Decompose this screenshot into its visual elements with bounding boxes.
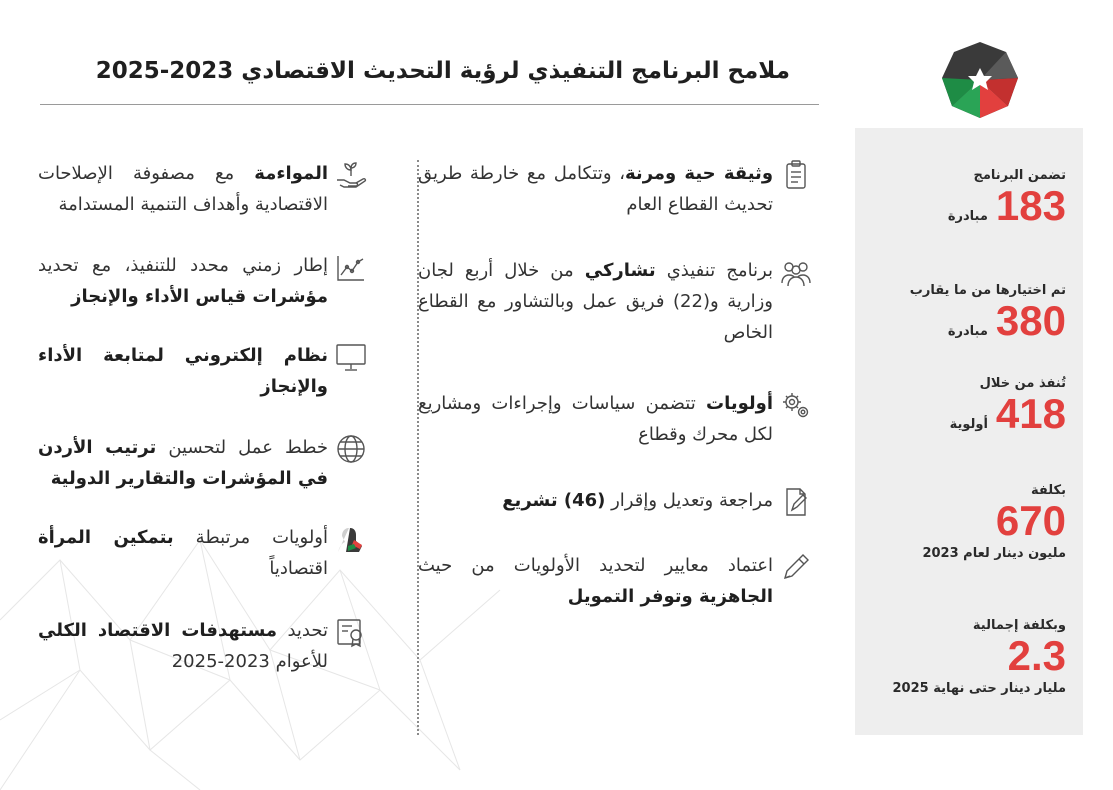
woman-icon [334, 522, 368, 556]
stat-selected-from [910, 283, 1066, 342]
gears-icon [779, 388, 813, 422]
stat-label: تضمن البرنامج [973, 168, 1066, 183]
hand-plant-icon [334, 158, 368, 192]
people-icon [779, 255, 813, 289]
trend-chart-icon [334, 250, 368, 284]
page-title: ملامح البرنامج التنفيذي لرؤية التحديث الاقتصادي 2023-2025 [95, 58, 790, 84]
feature-alignment [38, 158, 368, 220]
certificate-icon [334, 615, 368, 649]
feature-legislation [418, 485, 813, 519]
stat-sub: مليار دينار حتى نهاية 2025 [892, 681, 1066, 696]
logo-icon [940, 40, 1020, 120]
feature-text: وثيقة حية ومرنة، وتتكامل مع خارطة طريق تحديث القطاع العام [418, 163, 774, 215]
title-divider [40, 104, 819, 105]
feature-participatory [418, 255, 813, 348]
feature-text: إطار زمني محدد للتنفيذ، مع تحديد مؤشرات قياس الأداء والإنجاز [38, 255, 328, 307]
feature-text: مراجعة وتعديل وإقرار (46) تشريع [502, 490, 773, 511]
feature-text: نظام إلكتروني لمتابعة الأداء والإنجاز [38, 345, 328, 397]
feature-electronic-system [38, 340, 368, 402]
globe-icon [334, 432, 368, 466]
feature-jordan-ranking [38, 432, 368, 494]
stat-value: 380 [995, 297, 1066, 344]
feature-text: المواءمة مع مصفوفة الإصلاحات الاقتصادية وأهداف التنمية المستدامة [38, 163, 328, 215]
stat-total-cost [893, 618, 1066, 696]
stat-value: 670 [995, 497, 1066, 544]
feature-macro-targets [38, 615, 368, 677]
stat-value: 183 [995, 182, 1066, 229]
document-edit-icon [779, 485, 813, 519]
stat-unit: مبادرة [947, 324, 988, 339]
stats-panel [855, 128, 1083, 735]
stat-label: تم اختيارها من ما يقارب [909, 283, 1066, 298]
stat-value: 2.3 [1007, 632, 1066, 679]
feature-women-empowerment [38, 522, 368, 584]
stat-value: 418 [995, 390, 1066, 437]
feature-text: أولويات تتضمن سياسات وإجراءات ومشاريع لكل محرك وقطاع [418, 393, 773, 445]
stat-initiatives [948, 168, 1066, 227]
stat-priorities [950, 376, 1066, 435]
stat-unit: أولوية [949, 417, 988, 432]
stat-label: وبكلفة إجمالية [972, 618, 1066, 633]
stat-sub: مليون دينار لعام 2023 [922, 546, 1066, 561]
stat-label: بكلفة [1031, 483, 1066, 498]
stat-cost-2023 [922, 483, 1066, 561]
monitor-icon [334, 340, 368, 374]
feature-text: خطط عمل لتحسين ترتيب الأردن في المؤشرات والتقارير الدولية [38, 437, 328, 489]
stat-unit: مبادرة [947, 209, 988, 224]
feature-priorities [418, 388, 813, 450]
pencil-icon [779, 550, 813, 584]
feature-text: برنامج تنفيذي تشاركي من خلال أربع لجان وزارية و(22) فريق عمل وبالتشاور مع القطاع الخاص [418, 260, 773, 343]
feature-criteria [418, 550, 813, 612]
feature-living-document [418, 158, 813, 220]
feature-text: أولويات مرتبطة بتمكين المرأة اقتصادياً [38, 527, 328, 579]
feature-timeframe [38, 250, 368, 312]
feature-text: اعتماد معايير لتحديد الأولويات من حيث الجاهزية وتوفر التمويل [418, 555, 773, 607]
feature-text: تحديد مستهدفات الاقتصاد الكلي للأعوام 2023-2025 [38, 620, 328, 672]
stat-label: تُنفذ من خلال [979, 376, 1066, 391]
clipboard-icon [779, 158, 813, 192]
